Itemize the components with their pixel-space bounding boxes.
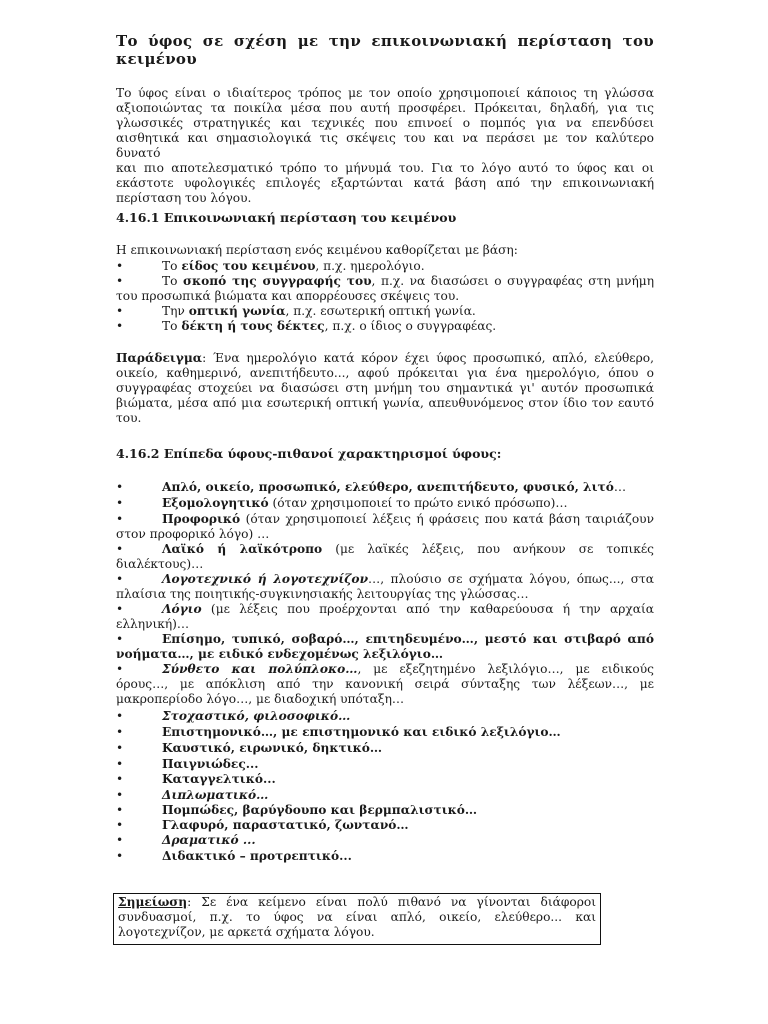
list-item: • Παιγνιώδες... [116,757,259,771]
list-item: • Πομπώδες, βαρύγδουπο και βερμπαλιστικό… [116,803,478,817]
bullet: • [116,572,124,586]
section-heading-4-16-1: 4.16.1 Επικοινωνιακή περίσταση του κειμένου [116,210,457,225]
list-item: • Γλαφυρό, παραστατικό, ζωντανό… [116,818,409,832]
list-item: • Στοχαστικό, φιλοσοφικό… [116,709,351,723]
intro-line: γλωσσικές στρατηγικές και τεχνικές που επινοεί ο πομπός για να επενδύσει [116,116,654,130]
bullet: • [116,304,124,318]
list-item: • Λόγιο (με λέξεις που προέρχονται από την καθαρεύουσα ή την αρχαία ελληνική)… [116,602,654,631]
list-item: • Εξομολογητικό (όταν χρησιμοποιεί το πρώτο ενικό πρόσωπο)… [116,496,568,510]
bullet: • [116,818,124,832]
list-item: • Το είδος του κειμένου, π.χ. ημερολόγιο. [116,259,425,273]
bullet: • [116,480,124,494]
bullet: • [116,709,124,723]
section1-lead [116,243,654,258]
bullet: • [116,741,124,755]
title-line-2: κειμένου [116,50,197,68]
list-item: • Δραματικό ... [116,833,256,847]
bullet: • [116,496,124,510]
list-item: • Καταγγελτικό... [116,772,276,786]
bullet: • [116,512,124,526]
bullet: • [116,725,124,739]
bullet: • [116,259,124,273]
bullet: • [116,833,124,847]
bullet: • [116,319,124,333]
list-item: • Την οπτική γωνία, π.χ. εσωτερική οπτική γωνία. [116,304,476,318]
bullet: • [116,788,124,802]
intro-paragraph [116,86,654,206]
list-item: • Επίσημο, τυπικό, σοβαρό…, επιτηδευμένο…, μεστό και στιβαρό από νοήματα…, με ειδικό ενδεχομένως λεξιλόγιο… [116,632,654,661]
bullet: • [116,274,124,288]
bullet: • [116,757,124,771]
list-item: • Καυστικό, ειρωνικό, δηκτικό… [116,741,383,755]
list-item: • Απλό, οικείο, προσωπικό, ελεύθερο, ανεπιτήδευτο, φυσικό, λιτό… [116,480,627,494]
bullet: • [116,662,124,676]
list-item: • Λαϊκό ή λαϊκότροπο (με λαϊκές λέξεις, που ανήκουν σε τοπικές διαλέκτους)… [116,542,654,571]
bullet: • [116,632,124,646]
intro-line: αξιοποιώντας τα ποικίλα μέσα που αυτή προσφέρει. Πρόκειται, δηλαδή, για τις [116,101,654,115]
note-box: Σημείωση: Σε ένα κείμενο είναι πολύ πιθανό να γίνονται διάφοροι συνδυασμοί, π.χ. το ύφος να είναι απλό, οικείο, ελεύθερο... και λογοτεχνίζον, με αρκετά σχήματα λόγου. [113,893,601,945]
list-item: • Το σκοπό της συγγραφής του, π.χ. να διασώσει ο συγγραφέας στη μνήμη του προσωπικά βιώματα και απορρέουσες σκέψεις του. [116,274,654,303]
list-item: • Το δέκτη ή τους δέκτες, π.χ. ο ίδιος ο συγγραφέας. [116,319,497,333]
example-paragraph: Παράδειγμα: Ένα ημερολόγιο κατά κόρον έχει ύφος προσωπικό, απλό, ελεύθερο, οικείο, καθημερινό, ανεπιτήδευτο..., αφού πρόκειται για ένα ημερολόγιο, όπου ο συγγραφέας στοχεύει να διασώσει στη μνήμη του σημαντικά γι' αυτόν προσωπικά βιώματα, μέσα από μια εσωτερική οπτική γωνία, απευθυνόμενος στον ίδιο τον εαυτό του. [116,351,654,425]
title-line-1: Το ύφος σε σχέση με την επικοινωνιακή περίσταση του [116,32,654,50]
section1-lead-text: Η επικοινωνιακή περίσταση ενός κειμένου καθορίζεται με βάση: [116,243,518,257]
list-item: • Διδακτικό – προτρεπτικό... [116,849,352,863]
intro-line: Το ύφος είναι ο ιδιαίτερος τρόπος με τον οποίο χρησιμοποιεί κάποιος τη γλώσσα [116,86,654,100]
intro-line: εκάστοτε υφολογικές επιλογές εξαρτώνται κατά βάση από την επικοινωνιακή [116,176,654,190]
intro-line: και πιο αποτελεσματικό τρόπο το μήνυμά του. Για το λόγο αυτό το ύφος και οι [116,161,654,175]
list-item: • Προφορικό (όταν χρησιμοποιεί λέξεις ή φράσεις που κατά βάση ταιριάζουν στον προφορικό λόγο) … [116,512,654,541]
intro-line: αισθητικά και σημασιολογικά τις σκέψεις του και να περάσει με τον καλύτερο δυνατό [116,131,654,160]
bullet: • [116,849,124,863]
bullet: • [116,772,124,786]
page-title [116,32,654,68]
list-item: • Επιστημονικό…, με επιστημονικό και ειδικό λεξιλόγιο… [116,725,561,739]
list-item: • Λογοτεχνικό ή λογοτεχνίζον…, πλούσιο σε σχήματα λόγου, όπως..., στα πλαίσια της ποιητικής-συγκινησιακής λειτουργίας της γλώσσας… [116,572,654,601]
example-label: Παράδειγμα [116,351,203,365]
note-label: Σημείωση [118,895,188,909]
intro-line: περίσταση του λόγου. [116,191,252,205]
list-item: • Διπλωματικό… [116,788,269,802]
bullet: • [116,602,124,616]
section-heading-4-16-2: 4.16.2 Επίπεδα ύφους-πιθανοί χαρακτηρισμοί ύφους: [116,446,502,461]
bullet: • [116,542,124,556]
list-item: • Σύνθετο και πολύπλοκο…, με εξεζητημένο λεξιλόγιο…, με ειδικούς όρους…, με απόκλιση από την κανονική σειρά σύνταξης των λέξεων…, με μακροπερίοδο λόγο…, με διαδοχική υπόταξη… [116,662,654,706]
bullet: • [116,803,124,817]
